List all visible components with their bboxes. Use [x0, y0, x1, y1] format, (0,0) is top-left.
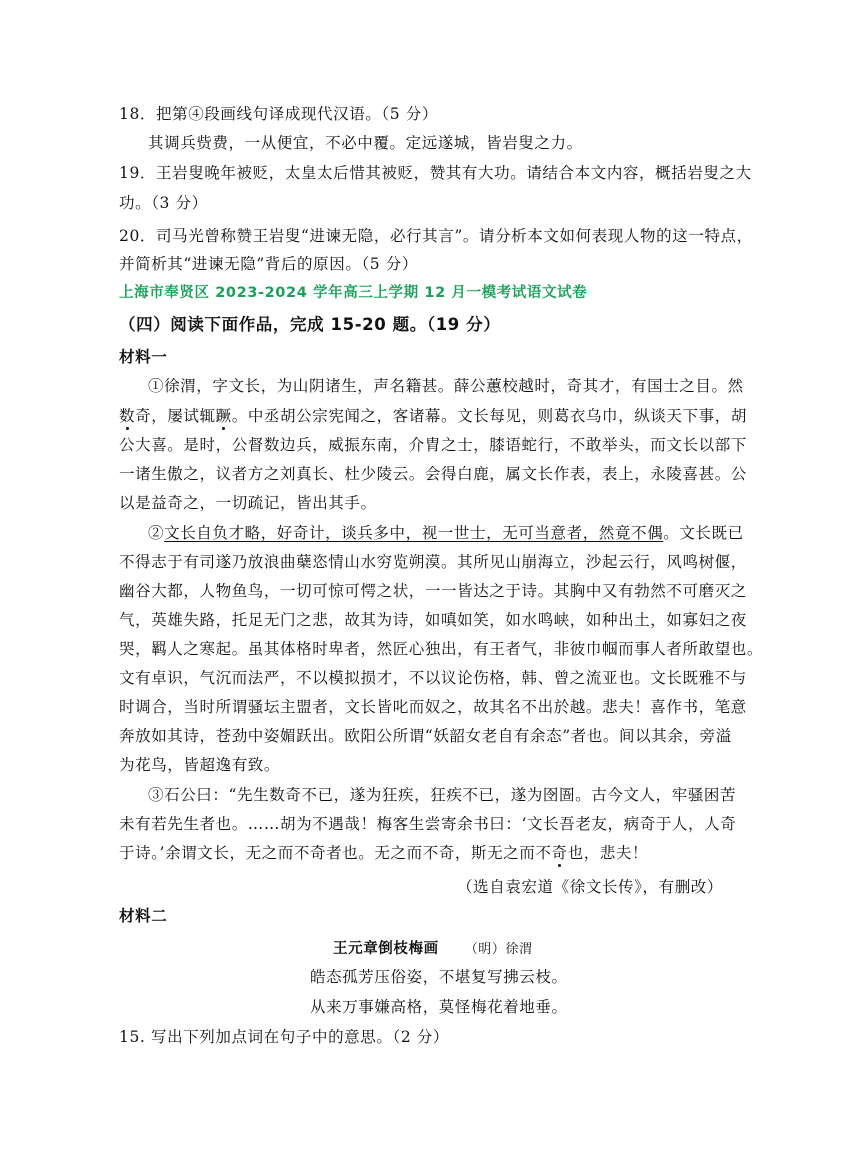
m1-p3-line3 — [119, 843, 648, 863]
material2-label: 材料二 — [119, 907, 168, 925]
q19-line1: 19．王岩叟晚年被贬，太皇太后惜其被贬，赞其有大功。请结合本文内容，概括岩叟之大 — [119, 164, 752, 182]
underlined-sentence: 文长自负才略，好奇计，谈兵多中，视一世士，无可当意者，然竟不偶 — [164, 524, 664, 542]
text-run: 也，悲夫！ — [567, 844, 649, 862]
m1-p2-line7: 时调合，当时所谓骚坛主盟者，文长皆叱而奴之，故其名不出於越。悲夫！喜作书，笔意 — [119, 698, 747, 716]
m1-p2-line2: 不得志于有司遂乃放浪曲蘖恣情山水穷览朔漠。其所见山崩海立，沙起云行，风鸣树偃， — [119, 553, 747, 571]
poem-heading — [333, 938, 533, 960]
text-run: 。文长既已 — [663, 524, 744, 542]
text-run: ，屡试辄 — [151, 407, 216, 425]
dotted-word: 奇 — [551, 844, 568, 862]
poem-line-1: 皓态孤芳压俗姿，不堪复写拂云枝。 — [310, 968, 568, 986]
m1-p2-line9: 为花鸟，皆超逸有致。 — [119, 756, 281, 774]
q20-line2: 并简析其“进谏无隐”背后的原因。（5 分） — [119, 255, 418, 273]
material1-label: 材料一 — [119, 348, 168, 366]
m1-p2-line3: 幽谷大都，人物鱼鸟，一切可惊可愕之状，一一皆达之于诗。其胸中又有勃然不可磨灭之 — [119, 582, 747, 600]
m1-p1-line4: 一诸生傲之，议者方之刘真长、杜少陵云。会得白鹿，属文长作表，表上，永陵喜甚。公 — [119, 465, 747, 483]
q18-sentence: 其调兵赀费，一从便宜，不必中覆。定远遂城，皆岩叟之力。 — [148, 134, 583, 152]
m1-p2-line5: 哭，羁人之寒起。虽其体格时卑者，然匠心独出，有王者气，非彼巾帼而事人者所敢望也。 — [119, 640, 764, 658]
m1-p1-line2 — [119, 406, 747, 426]
m1-p1-line3: 公大喜。是时，公督数边兵，威振东南，介胄之士，膝语蛇行，不敢举头，而文长以部下 — [119, 436, 747, 454]
m1-p2-line1 — [148, 523, 744, 543]
dotted-word: 数 — [119, 407, 136, 425]
m1-p1-line1: ①徐渭，字文长，为山阴诸生，声名籍甚。薛公蕙校越时，奇其才，有国士之目。然 — [148, 377, 744, 395]
q19-line2: 功。（3 分） — [119, 194, 208, 212]
poem-author: （明）徐渭 — [464, 942, 533, 957]
q18-question: 18．把第④段画线句译成现代汉语。（5 分） — [119, 105, 438, 123]
m1-p2-line8: 奔放如其诗，苍劲中姿媚跃出。欧阳公所谓“妖韶女老自有余态”者也。间以其余，旁溢 — [119, 727, 732, 745]
m1-p2-line4: 气，英雄失路，托足无门之悲，故其为诗，如嗔如笑，如水鸣峡，如种出土，如寡妇之夜 — [119, 611, 747, 629]
text-run: 。中丞胡公宗宪闻之，客诸幕。文长每见，则葛衣乌巾，纵谈天下事，胡 — [231, 407, 747, 425]
m1-p1-line5: 以是益奇之，一切疏记，皆出其手。 — [119, 494, 377, 512]
q20-line1: 20．司马光曾称赞王岩叟“进谏无隐，必行其言”。请分析本文如何表现人物的这一特点， — [119, 227, 753, 245]
material1-source: （选自袁宏道《徐文长传》，有删改） — [457, 878, 723, 896]
m1-p3-line1: ③石公曰：“先生数奇不已，遂为狂疾，狂疾不已，遂为囹圄。古今文人，牢骚困苦 — [148, 786, 737, 804]
m1-p3-line2: 未有若先生者也。……胡为不遇哉！梅客生尝寄余书曰：‘文长吾老友，病奇于人，人奇 — [119, 815, 737, 833]
q15-question: 15. 写出下列加点词在句子中的意思。（2 分） — [119, 1028, 450, 1046]
text-run: ② — [148, 524, 165, 542]
m1-p2-line6: 文有卓识，气沉而法严，不以模拟损才，不以议论伤格，韩、曾之流亚也。文长既雅不与 — [119, 669, 747, 687]
poem-title: 王元章倒枝梅画 — [333, 941, 439, 957]
source-heading: 上海市奉贤区 2023-2024 学年高三上学期 12 月一模考试语文试卷 — [119, 285, 588, 301]
text-run: 奇 — [135, 407, 152, 425]
section-heading: （四）阅读下面作品，完成 15-20 题。（19 分） — [119, 315, 501, 334]
text-run: 于诗。’余谓文长，无之而不奇者也。无之而不奇，斯无之而不 — [119, 844, 552, 862]
poem-line-2: 从来万事嫌高格，莫怪梅花着地垂。 — [310, 998, 568, 1016]
dotted-word: 蹶 — [215, 407, 232, 425]
